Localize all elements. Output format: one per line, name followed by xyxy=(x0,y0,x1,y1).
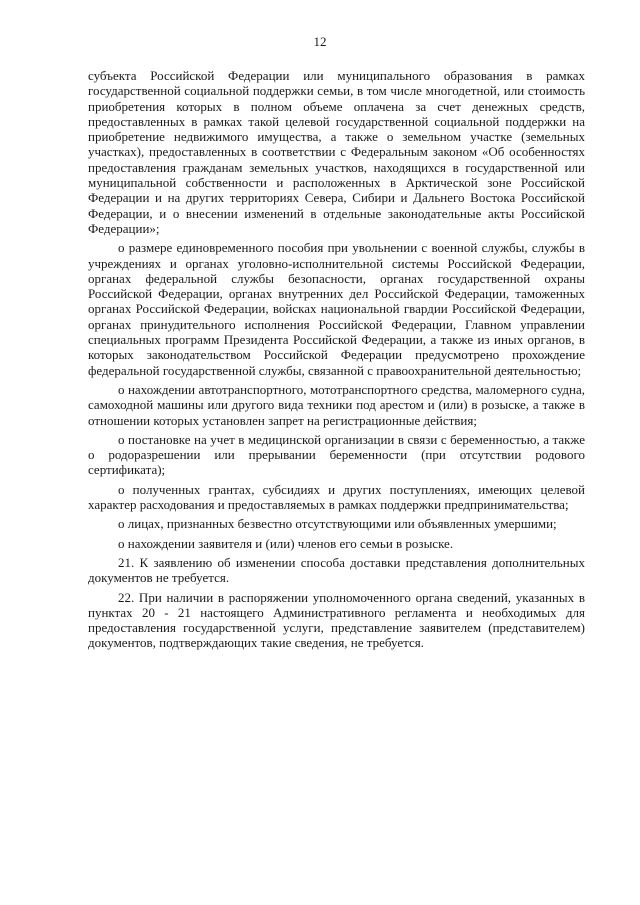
paragraph-grants-subsidies: о полученных грантах, субсидиях и других поступлениях, имеющих целевой характер расходования и предоставляемых в рамках поддержки предпринимательства; xyxy=(88,481,585,513)
paragraph-land-plots: субъекта Российской Федерации или муниципального образования в рамках государственной социальной поддержки семьи, в том числе многодетной, или стоимость приобретения которых в полном объеме оплачена за счет денежных средств, предоставленных в рамках такой целевой государственной социальной поддержки на приобретение недвижимого имущества, а также о земельном участке (земельных участках), предоставленных в соответствии с Федеральным законом «Об особенностях предоставления гражданам земельных участков, находящихся в государственной или муниципальной собственности и расположенных в Арктической зоне Российской Федерации и на других территориях Севера, Сибири и Дальнего Востока Российской Федерации, и о внесении изменений в отдельные законодательные акты Российской Федерации»; xyxy=(88,68,585,236)
paragraph-vehicle-arrest: о нахождении автотранспортного, мототранспортного средства, маломерного судна, самоходной машины или другого вида техники под арестом и (или) в розыске, а также в отношении которых установлен запрет на регистрационные действия; xyxy=(88,381,585,428)
paragraph-severance-pay: о размере единовременного пособия при увольнении с военной службы, службы в учреждениях и органах уголовно-исполнительной системы Российской Федерации, органах федеральной службы безопасности, органах государственной охраны Российской Федерации, органах внутренних дел Российской Федерации, таможенных органах Российской Федерации, войсках национальной гвардии Российской Федерации, органах принудительного исполнения Российской Федерации, Главном управлении специальных программ Президента Российской Федерации, а также из иных органов, в которых законодательством Российской Федерации предусмотрено прохождение федеральной государственной службы, связанной с правоохранительной деятельностью; xyxy=(88,240,585,378)
page-number: 12 xyxy=(313,34,327,49)
paragraph-wanted-search: о нахождении заявителя и (или) членов его семьи в розыске. xyxy=(118,535,454,551)
paragraph-clause-21: 21. К заявлению об изменении способа доставки представления дополнительных документов не требуется. xyxy=(88,554,585,586)
paragraph-pregnancy-registration: о постановке на учет в медицинской организации в связи с беременностью, а также о родоразрешении или прерывании беременности (при отсутствии родового сертификата); xyxy=(88,431,585,478)
paragraph-missing-persons: о лицах, признанных безвестно отсутствующими или объявленных умершими; xyxy=(118,516,557,532)
document-body xyxy=(88,68,585,655)
paragraph-clause-22: 22. При наличии в распоряжении уполномоченного органа сведений, указанных в пунктах 20 - 21 настоящего Административного регламента и необходимых для предоставления государственной услуги, представление заявителем (представителем) документов, подтверждающих такие сведения, не требуется. xyxy=(88,589,585,651)
